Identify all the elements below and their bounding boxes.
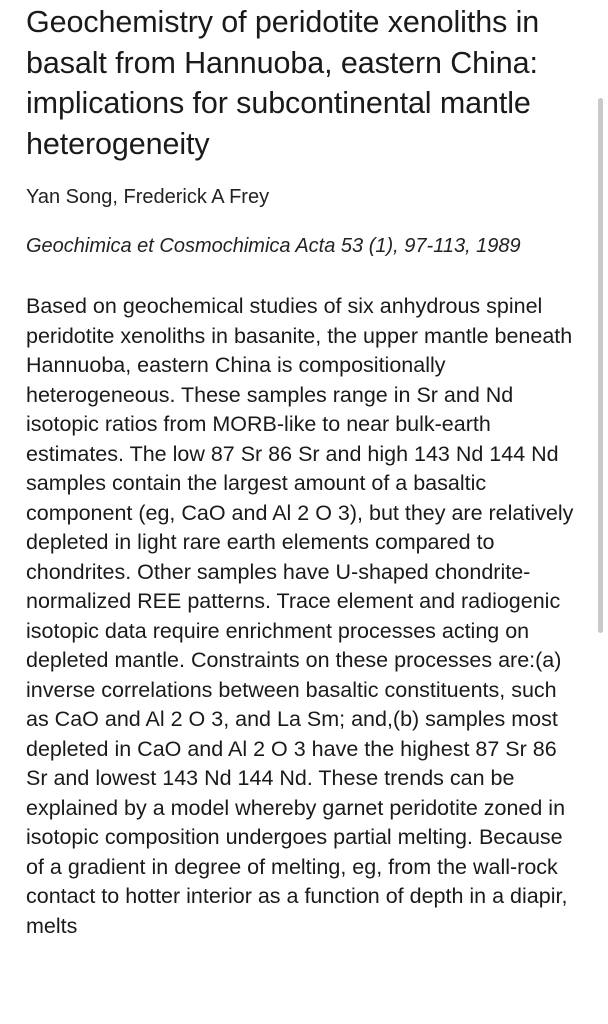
article-abstract: Based on geochemical studies of six anhydrous spinel peridotite xenoliths in basanite, the upper mantle beneath Hannuoba, eastern China is compositionally heterogeneous. These samples range in Sr and Nd isotopic ratios from MORB-like to near bulk-earth estimates. The low 87 Sr 86 Sr and high 143 Nd 144 Nd samples contain the largest amount of a basaltic component (eg, CaO and Al 2 O 3), but they are relatively depleted in light rare earth elements compared to chondrites. Other samples have U-shaped chondrite-normalized REE patterns. Trace element and radiogenic isotopic data require enrichment processes acting on depleted mantle. Constraints on these processes are:(a) inverse correlations between basaltic constituents, such as CaO and Al 2 O 3, and La Sm; and,(b) samples most depleted in CaO and Al 2 O 3 have the highest 87 Sr 86 Sr and lowest 143 Nd 144 Nd. These trends can be explained by a model whereby garnet peridotite zoned in isotopic composition undergoes partial melting. Because of a gradient in degree of melting, eg, from the wall-rock contact to hotter interior as a function of depth in a diapir, melts bbox=[26, 294, 574, 938]
article-content bbox=[26, 0, 586, 941]
article-authors[interactable]: Yan Song, Frederick A Frey bbox=[26, 186, 270, 208]
article-citation: Geochimica et Cosmochimica Acta 53 (1), 97-113, 1989 bbox=[26, 235, 521, 257]
vertical-scrollbar[interactable] bbox=[598, 98, 603, 633]
article-title: Geochemistry of peridotite xenoliths in basalt from Hannuoba, eastern China: implications for subcontinental mantle heterogeneity bbox=[26, 5, 540, 161]
